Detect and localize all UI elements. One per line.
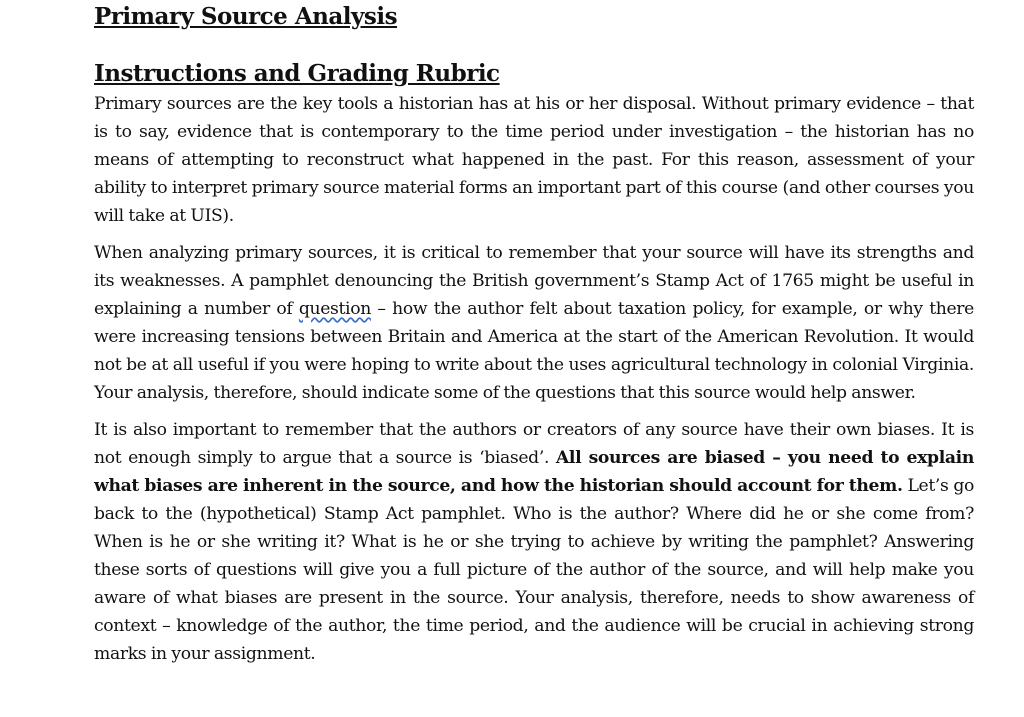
paragraph-3-bold-text: All sources are biased – you need to explain what biases are inherent in the source, and how the historian should account for them. (94, 448, 974, 496)
paragraph-3-text-start: It is also important to remember that the authors or creators of any source have their own biases. It is not enough simply to argue that a source is ‘biased’. (94, 420, 974, 468)
section-heading: Instructions and Grading Rubric (94, 60, 500, 87)
document-page (94, 0, 974, 668)
paragraph-2-text-start: When analyzing primary sources, it is critical to remember that your source will have its strengths and its weaknesses. A pamphlet denouncing the British government’s Stamp Act of 1765 might be useful in explaining a number of (94, 243, 974, 319)
paragraph-2-text-end: – how the author felt about taxation policy, for example, or why there were increasing tensions between Britain and America at the start of the American Revolution. It would not be at all useful if you were hoping to write about the uses agricultural technology in colonial Virginia. Your analysis, therefore, should indicate some of the questions that this source would help answer. (94, 299, 974, 403)
paragraph-1: Primary sources are the key tools a historian has at his or her disposal. Without primary evidence – that is to say, evidence that is contemporary to the time period under investigation – the historian has no means of attempting to reconstruct what happened in the past. For this reason, assessment of your ability to interpret primary source material forms an important part of this course (and other courses you will take at UIS). (94, 94, 974, 226)
document-title: Primary Source Analysis (94, 3, 398, 30)
paragraph-2 (94, 239, 974, 407)
paragraph-3 (94, 416, 974, 668)
paragraph-3-text-end: Let’s go back to the (hypothetical) Stamp Act pamphlet. Who is the author? Where did he or she come from? When is he or she writing it? What is he or she trying to achieve by writing the pamphlet? Answering these sorts of questions will give you a full picture of the author of the source, and will help make you aware of what biases are present in the source. Your analysis, therefore, needs to show awareness of context – knowledge of the author, the time period, and the audience will be crucial in achieving strong marks in your assignment. (94, 476, 974, 664)
spellcheck-flagged-word[interactable]: question (298, 299, 371, 319)
